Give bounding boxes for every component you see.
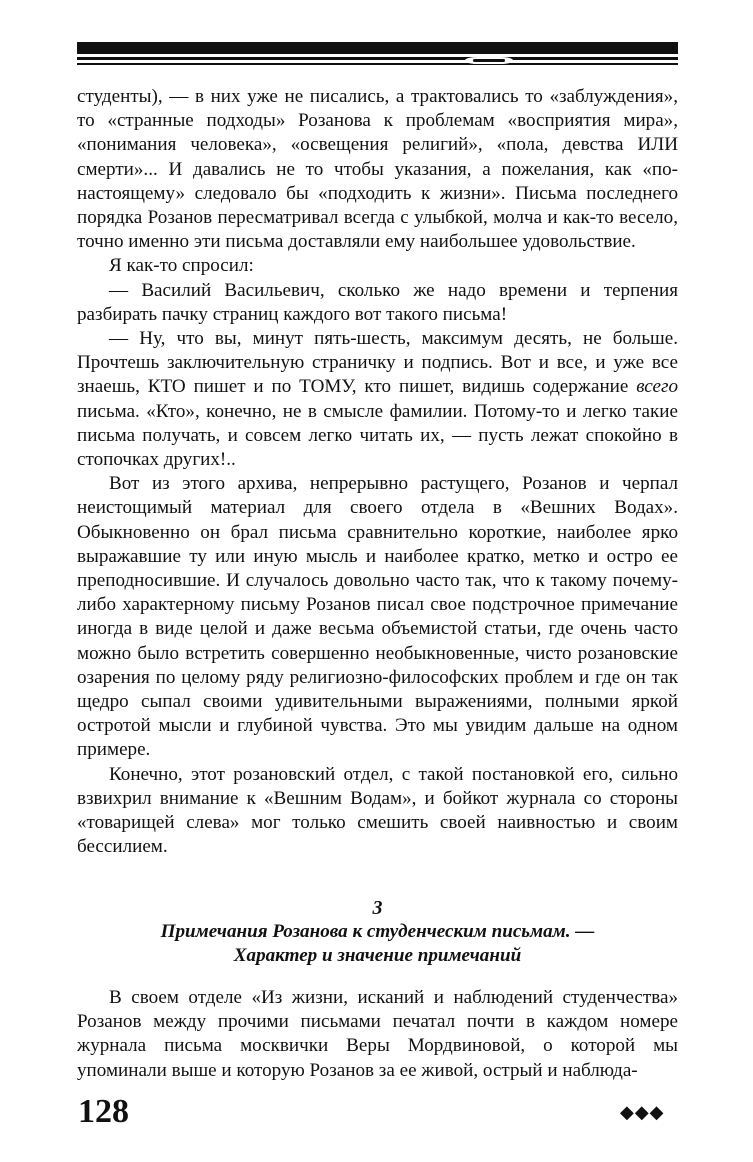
header-rule-thin bbox=[77, 57, 678, 60]
section-title-line-1: Примечания Розанова к студенческим письмам. — bbox=[160, 921, 595, 942]
header-rule bbox=[77, 42, 678, 68]
body-text-top bbox=[77, 85, 678, 860]
header-rule-thick bbox=[77, 42, 678, 54]
paragraph: Я как-то спросил: bbox=[109, 255, 254, 277]
section-title-line-2: Характер и значение примечаний bbox=[233, 945, 522, 966]
section-heading bbox=[77, 896, 678, 968]
footer-ornament-icon: ◆◆◆ bbox=[620, 1102, 665, 1122]
paragraph: Вот из этого архива, непрерывно растущего, Розанов и черпал неистощимый материал для своего отдела в «Вешних Водах». Обыкновенно он брал письма сравнительно короткие, наиболее ярко выражавшие ту или иную мысль и наиболее кратко, метко и остро ее преподносившие. И случалось довольно часто так, что к такому почему-либо характерному письму Розанов писал свое подстрочное примечание иногда в виде целой и даже весьма объемистой статьи, где очень часто можно было встретить совершенно необыкновенные, чисто розановские озарения по целому ряду религиозно-философских проблем и где он так щедро сыпал своими удивительными выражениями, полными яркой остротой мысли и глубиной чувства. Это мы увидим дальше на одном примере. bbox=[77, 473, 678, 761]
paragraph: Конечно, этот розановский отдел, с такой постановкой его, сильно взвихрил внимание к «Вешним Водам», и бойкот журнала со стороны «товарищей слева» мог только смешить своей наивностью и своим бессилием. bbox=[77, 763, 678, 858]
paragraph: В своем отделе «Из жизни, исканий и наблюдений студенчества» Розанов между прочими письмами печатал почти в каждом номере журнала письма москвички Веры Мордвиновой, о которой мы упоминали выше и которую Розанов за ее живой, острый и наблюда- bbox=[77, 987, 678, 1081]
header-rule-hairline bbox=[77, 63, 678, 65]
text-run: — Ну, что вы, минут пять-шесть, максимум десять, не больше. Прочтешь заключительную страничку и подпись. Вот и все, и уже все знаешь, КТО пишет и по ТОМУ, кто пишет, видишь содержание bbox=[77, 328, 678, 398]
section-number: 3 bbox=[372, 897, 383, 919]
emphasis: всего bbox=[636, 376, 678, 398]
paragraph bbox=[77, 327, 678, 472]
body-text-bottom bbox=[77, 986, 678, 1083]
paragraph: — Василий Васильевич, сколько же надо времени и терпения разбирать пачку страниц каждого вот такого письма! bbox=[77, 279, 678, 325]
text-run: письма. «Кто», конечно, не в смысле фамилии. Потому-то и легко такие письма получать, и совсем легко читать их, — пусть лежат спокойно в стопочках других!.. bbox=[77, 400, 678, 471]
page-number: 128 bbox=[78, 1093, 129, 1130]
header-ornament-icon bbox=[465, 57, 513, 64]
paragraph: студенты), — в них уже не писались, а трактовались то «заблуждения», то «странные подходы» Розанова к проблемам «восприятия мира», «понимания человека», «освещения религий», «пола, девства ИЛИ смерти»... И давались не то чтобы указания, а пожелания, как «по-настоящему» следовало бы «подходить к жизни». Письма последнего порядка Розанов пересматривал всегда с улыбкой, молча и как-то весело, точно именно эти письма доставляли ему наибольшее удовольствие. bbox=[77, 86, 678, 253]
